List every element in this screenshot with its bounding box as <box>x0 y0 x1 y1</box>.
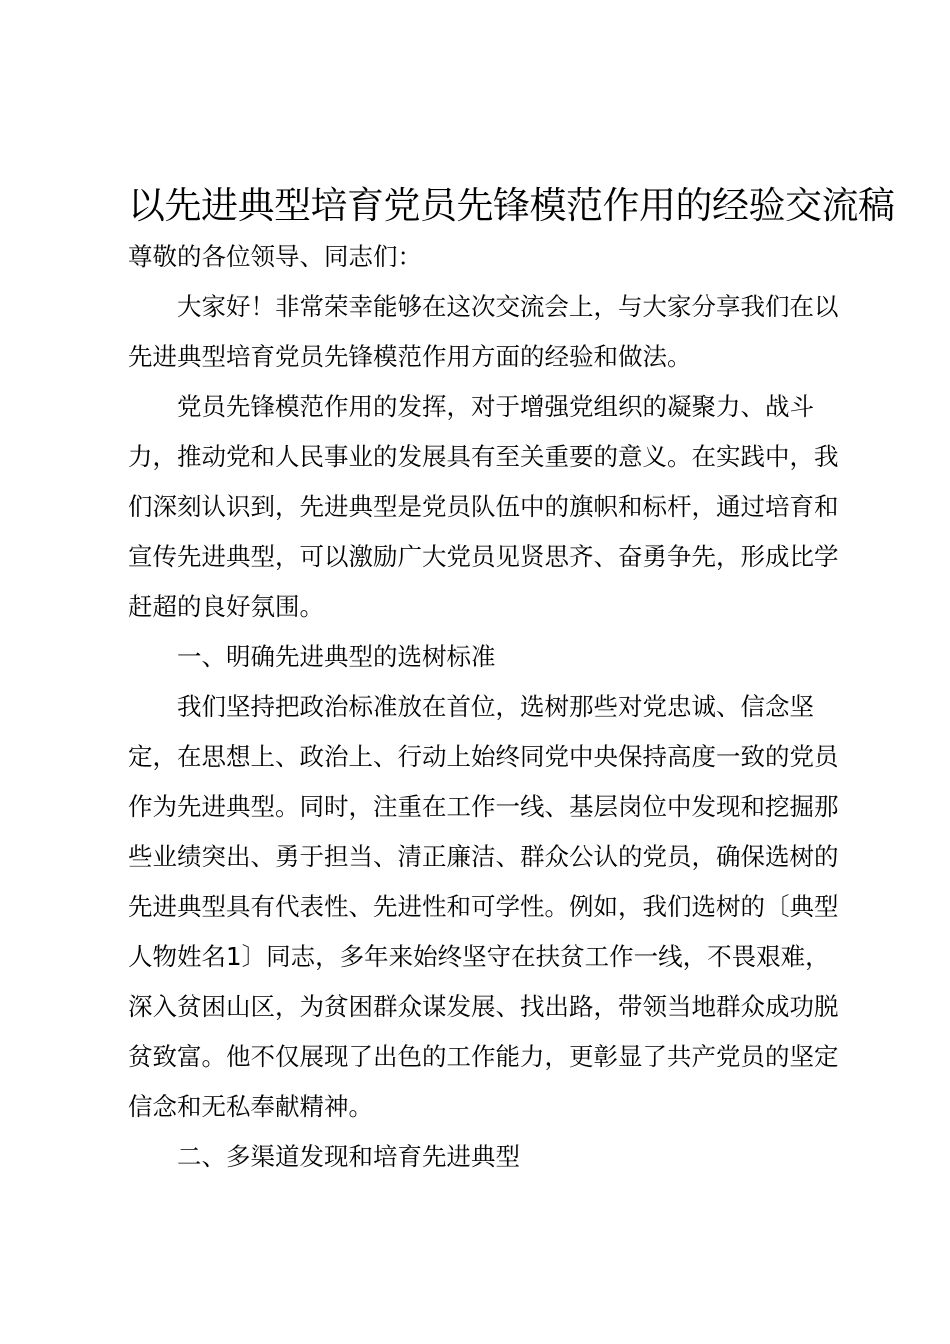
document-title: 以先进典型培育党员先锋模范作用的经验交流稿 <box>128 184 895 227</box>
document-body <box>128 232 850 1182</box>
section-heading-2: 二、多渠道发现和培育先进典型 <box>177 1142 520 1171</box>
salutation: 尊敬的各位领导、同志们： <box>128 242 422 271</box>
section-heading-1: 一、明确先进典型的选树标准 <box>177 642 496 671</box>
section-1-paragraph: 我们坚持把政治标准放在首位，选树那些对党忠诚、信念坚定，在思想上、政治上、行动上始终同党中央保持高度一致的党员作为先进典型。同时，注重在工作一线、基层岗位中发现和挖掘那些业绩突出、勇于担当、清正廉洁、群众公认的党员，确保选树的先进典型具有代表性、先进性和可学性。例如，我们选树的〔典型人物姓名1〕同志，多年来始终坚守在扶贫工作一线，不畏艰难，深入贫困山区，为贫困群众谋发展、找出路，带领当地群众成功脱贫致富。他不仅展现了出色的工作能力，更彰显了共产党员的坚定信念和无私奉献精神。 <box>128 692 839 1121</box>
paragraph-significance: 党员先锋模范作用的发挥，对于增强党组织的凝聚力、战斗力，推动党和人民事业的发展具有至关重要的意义。在实践中，我们深刻认识到，先进典型是党员队伍中的旗帜和标杆，通过培育和宣传先进典型，可以激励广大党员见贤思齐、奋勇争先，形成比学赶超的良好氛围。 <box>128 392 839 621</box>
paragraph-greeting: 大家好！非常荣幸能够在这次交流会上，与大家分享我们在以先进典型培育党员先锋模范作用方面的经验和做法。 <box>128 292 839 371</box>
